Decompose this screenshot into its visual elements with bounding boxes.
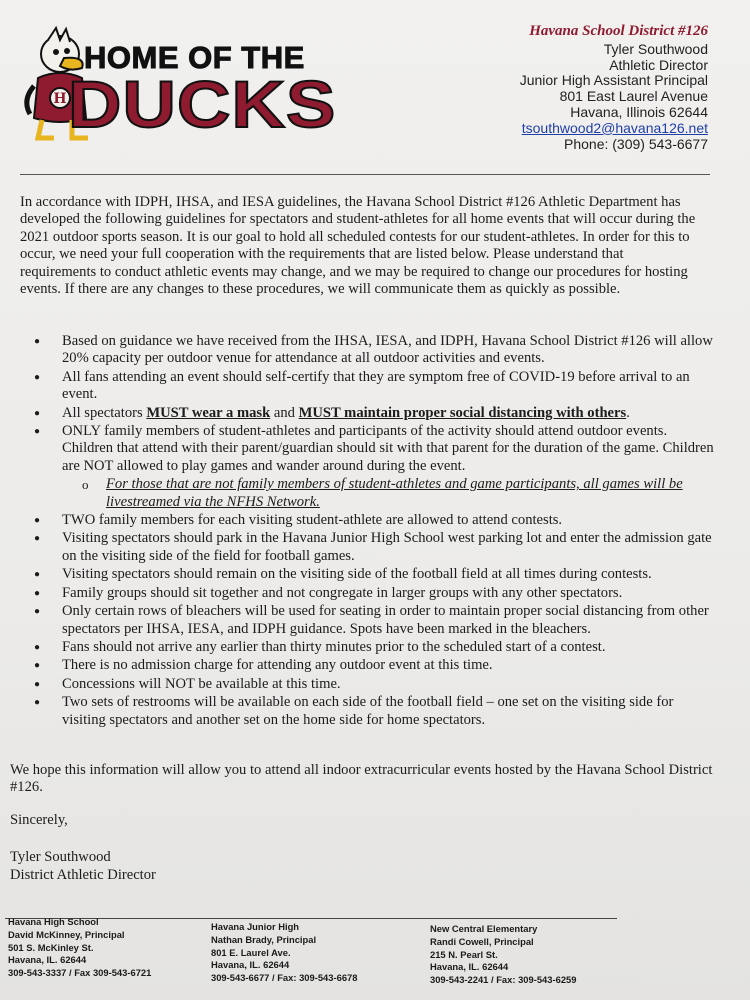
list-item: ● There is no admission charge for attending any outdoor event at this time.	[20, 657, 720, 674]
logo-line-home-of-the: HOME OF THE	[84, 40, 305, 75]
list-item: ● Visiting spectators should remain on the visiting side of the football field at all times during contests.	[20, 566, 720, 583]
list-item: ● Based on guidance we have received from the IHSA, IESA, and IDPH, Havana School District #126 will allow 20% capacity per outdoor venue for attendance at all outdoor activities and events.	[20, 333, 720, 368]
mask-rule-end: .	[626, 404, 630, 421]
footer-city: Havana, IL. 62644	[8, 954, 87, 966]
list-item: ● Fans should not arrive any earlier than thirty minutes prior to the scheduled start of a contest.	[20, 639, 720, 656]
list-item: ● Two sets of restrooms will be available on each side of the football field – one set on the visiting side for visiting spectators and another set on the home side for home spectators.	[20, 694, 720, 729]
home-of-the-ducks-logo	[20, 26, 340, 144]
list-item: ● Concessions will NOT be available at this time.	[20, 676, 720, 693]
signature-title: District Athletic Director	[10, 867, 156, 883]
footer-city: Havana, IL. 62644	[211, 959, 290, 971]
list-item	[20, 405, 720, 422]
mask-rule-prefix: All spectators	[62, 404, 147, 421]
footer-phone: 309-543-6677 / Fax: 309-543-6678	[211, 972, 358, 984]
logo-line-ducks: DUCKS	[68, 67, 337, 141]
footer-street: 215 N. Pearl St.	[430, 948, 498, 960]
contact-email-link[interactable]: tsouthwood2@havana126.net	[521, 119, 708, 136]
footer-elementary	[430, 923, 576, 987]
contact-city: Havana, Illinois 62644	[570, 103, 708, 120]
district-name: Havana School District #126	[529, 23, 708, 39]
intro-paragraph: In accordance with IDPH, IHSA, and IESA guidelines, the Havana School District #126 Athletic Department has developed the following guidelines for spectators and student-athletes for all home events that will occur during the 2021 outdoor sports season. It is our goal to hold all scheduled contests for our student-athletes. In order for this to occur, we need your full cooperation with the requirements that are listed below. Please understand that requirements to conduct athletic events may change, and we may be required to change our procedures for hosting events. If there are any changes to these procedures, we will communicate them as quickly as possible.	[20, 194, 696, 298]
must-social-distance: MUST maintain proper social distancing with others	[298, 404, 627, 421]
footer-school-name: New Central Elementary	[430, 923, 538, 934]
contact-title-2: Junior High Assistant Principal	[519, 72, 708, 89]
signature-block	[10, 848, 156, 884]
list-item: ● All fans attending an event should self-certify that they are symptom free of COVID-19 before arrival to an event.	[20, 369, 720, 404]
closing-paragraph: We hope this information will allow you to attend all indoor extracurricular events hosted by the Havana School District #126.	[10, 762, 713, 796]
footer-high-school	[8, 916, 151, 980]
signature-name: Tyler Southwood	[10, 849, 111, 865]
footer-city: Havana, IL. 62644	[430, 961, 509, 973]
contact-name: Tyler Southwood	[603, 40, 708, 57]
contact-phone: Phone: (309) 543-6677	[564, 135, 708, 152]
header-divider	[20, 174, 710, 175]
footer-principal: Randi Cowell, Principal	[430, 935, 534, 947]
footer-phone: 309-543-3337 / Fax 309-543-6721	[8, 967, 152, 979]
sincerely: Sincerely,	[10, 812, 68, 828]
contact-block	[520, 24, 708, 152]
list-item: ● ONLY family members of student-athletes and participants of the activity should attend outdoor events. Children that attend with their parent/guardian should sit with that parent for the duration of the game. Children are NOT allowed to play games and wander around during the event.	[20, 423, 720, 475]
guidelines-list	[20, 333, 720, 730]
footer-street: 801 E. Laurel Ave.	[211, 946, 291, 958]
list-item: ● TWO family members for each visiting student-athlete are allowed to attend contests.	[20, 512, 720, 529]
mascot-h-letter: H	[53, 91, 67, 107]
contact-title: Athletic Director	[609, 56, 708, 73]
footer-junior-high	[211, 921, 357, 985]
list-item: ● Visiting spectators should park in the Havana Junior High School west parking lot and enter the admission gate on the visiting side of the field for football games.	[20, 530, 720, 565]
must-wear-mask: MUST wear a mask	[146, 404, 271, 421]
list-sub-item	[20, 476, 720, 511]
footer-street: 501 S. McKinley St.	[8, 941, 94, 953]
footer-school-name: Havana High School	[8, 916, 99, 927]
livestream-note: For those that are not family members of student-athletes and game participants, all games will be livestreamed via the NFHS Network.	[106, 476, 683, 510]
list-item: ● Only certain rows of bleachers will be used for seating in order to maintain proper social distancing from other spectators per IHSA, IESA, and IDPH guidance. Spots have been marked in the bleachers.	[20, 603, 720, 638]
footer-school-name: Havana Junior High	[211, 921, 300, 932]
list-item: ● Family groups should sit together and not congregate in larger groups with any other spectators.	[20, 585, 720, 602]
footer-principal: Nathan Brady, Principal	[211, 933, 317, 945]
mask-rule-and: and	[270, 404, 299, 421]
footer-principal: David McKinney, Principal	[8, 928, 125, 940]
contact-address: 801 East Laurel Avenue	[559, 88, 708, 105]
footer-phone: 309-543-2241 / Fax: 309-543-6259	[430, 974, 577, 986]
